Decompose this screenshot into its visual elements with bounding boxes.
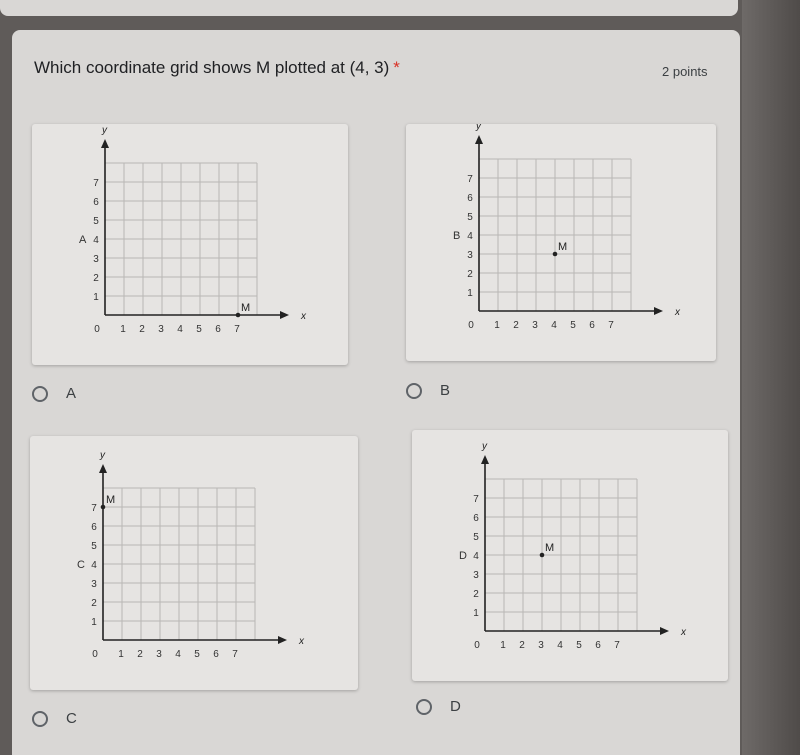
x-tick-label: 0 xyxy=(468,320,474,331)
radio-a[interactable] xyxy=(32,386,48,402)
y-tick-label: 3 xyxy=(473,570,479,581)
y-tick-label: 4 xyxy=(467,231,473,242)
x-tick-label: 7 xyxy=(614,640,620,651)
y-axis-arrow xyxy=(101,139,109,148)
y-tick-label: 7 xyxy=(93,178,99,189)
grid-letter: A xyxy=(79,234,87,246)
y-tick-label: 6 xyxy=(93,197,99,208)
x-tick-label: 6 xyxy=(213,649,219,660)
x-axis-arrow xyxy=(280,311,289,319)
y-tick-label: 1 xyxy=(473,608,479,619)
y-tick-label: 5 xyxy=(93,216,99,227)
y-tick-label: 2 xyxy=(91,598,97,609)
y-tick-label: 7 xyxy=(91,503,97,514)
x-tick-label: 5 xyxy=(196,324,202,335)
y-tick-label: 6 xyxy=(467,193,473,204)
question-title xyxy=(34,58,400,78)
point-m-label: M xyxy=(545,542,555,554)
y-axis-label: y xyxy=(102,125,107,136)
x-tick-label: 2 xyxy=(137,649,143,660)
x-axis-arrow xyxy=(654,307,663,315)
option-b[interactable] xyxy=(406,382,450,399)
x-axis-label: x xyxy=(681,627,686,638)
x-tick-label: 7 xyxy=(608,320,614,331)
y-tick-label: 4 xyxy=(473,551,479,562)
y-tick-label: 6 xyxy=(91,522,97,533)
y-tick-label: 3 xyxy=(91,579,97,590)
x-tick-label: 1 xyxy=(120,324,126,335)
x-axis-label: x xyxy=(299,636,304,647)
x-tick-label: 3 xyxy=(532,320,538,331)
coordinate-grid-b xyxy=(406,124,716,361)
option-b-image xyxy=(406,124,716,361)
x-tick-label: 3 xyxy=(158,324,164,335)
point-m xyxy=(101,505,106,510)
grid-letter: D xyxy=(459,550,467,562)
x-axis-label: x xyxy=(301,311,306,322)
point-m xyxy=(553,252,558,257)
x-tick-label: 4 xyxy=(551,320,557,331)
x-tick-label: 5 xyxy=(194,649,200,660)
y-axis-arrow xyxy=(481,455,489,464)
x-tick-label: 6 xyxy=(595,640,601,651)
x-tick-label: 1 xyxy=(500,640,506,651)
coordinate-grid-c xyxy=(30,436,358,690)
grid-letter: C xyxy=(77,559,85,571)
x-tick-label: 2 xyxy=(139,324,145,335)
x-tick-label: 3 xyxy=(538,640,544,651)
point-m xyxy=(540,553,545,558)
x-axis-arrow xyxy=(278,636,287,644)
option-b-label: B xyxy=(440,382,451,399)
y-tick-label: 2 xyxy=(467,269,473,280)
previous-card-edge xyxy=(0,0,738,16)
y-tick-label: 4 xyxy=(91,560,97,571)
x-axis-arrow xyxy=(660,627,669,635)
x-tick-label: 4 xyxy=(175,649,181,660)
question-text: Which coordinate grid shows M plotted at (4, 3) xyxy=(34,58,390,77)
y-tick-label: 1 xyxy=(91,617,97,628)
x-tick-label: 3 xyxy=(156,649,162,660)
y-tick-label: 3 xyxy=(93,254,99,265)
option-d-label: D xyxy=(450,698,461,715)
x-tick-label: 6 xyxy=(215,324,221,335)
x-tick-label: 7 xyxy=(234,324,240,335)
grid-letter: B xyxy=(453,230,461,242)
x-tick-label: 5 xyxy=(576,640,582,651)
y-tick-label: 7 xyxy=(473,494,479,505)
y-tick-label: 5 xyxy=(91,541,97,552)
radio-c[interactable] xyxy=(32,711,48,727)
y-tick-label: 4 xyxy=(93,235,99,246)
x-tick-label: 2 xyxy=(519,640,525,651)
x-tick-label: 4 xyxy=(177,324,183,335)
x-tick-label: 6 xyxy=(589,320,595,331)
x-tick-label: 0 xyxy=(92,649,98,660)
x-tick-label: 7 xyxy=(232,649,238,660)
x-tick-label: 1 xyxy=(118,649,124,660)
coordinate-grid-d xyxy=(412,430,728,681)
option-a-label: A xyxy=(66,385,77,402)
x-tick-label: 1 xyxy=(494,320,500,331)
y-axis-arrow xyxy=(475,135,483,144)
y-tick-label: 2 xyxy=(473,589,479,600)
y-tick-label: 1 xyxy=(93,292,99,303)
option-c[interactable] xyxy=(32,710,77,727)
point-m-label: M xyxy=(558,241,568,253)
point-m-label: M xyxy=(106,494,116,506)
scrollbar-area xyxy=(742,0,800,755)
y-tick-label: 5 xyxy=(473,532,479,543)
option-c-image xyxy=(30,436,358,690)
required-asterisk: * xyxy=(393,58,400,77)
x-tick-label: 0 xyxy=(94,324,100,335)
option-c-label: C xyxy=(66,710,77,727)
radio-b[interactable] xyxy=(406,383,422,399)
x-tick-label: 4 xyxy=(557,640,563,651)
y-tick-label: 1 xyxy=(467,288,473,299)
x-tick-label: 0 xyxy=(474,640,480,651)
option-d[interactable] xyxy=(416,698,461,715)
y-tick-label: 2 xyxy=(93,273,99,284)
option-a[interactable] xyxy=(32,385,76,402)
y-axis-label: y xyxy=(476,124,481,132)
point-m xyxy=(236,313,241,318)
y-tick-label: 5 xyxy=(467,212,473,223)
point-m-label: M xyxy=(241,302,251,314)
y-tick-label: 7 xyxy=(467,174,473,185)
y-tick-label: 6 xyxy=(473,513,479,524)
points-label: 2 points xyxy=(662,64,708,79)
option-a-image xyxy=(32,124,348,365)
x-axis-label: x xyxy=(675,307,680,318)
y-axis-arrow xyxy=(99,464,107,473)
y-axis-label: y xyxy=(482,441,487,452)
coordinate-grid-a xyxy=(32,124,348,365)
x-tick-label: 2 xyxy=(513,320,519,331)
question-card xyxy=(12,30,740,755)
x-tick-label: 5 xyxy=(570,320,576,331)
radio-d[interactable] xyxy=(416,699,432,715)
y-tick-label: 3 xyxy=(467,250,473,261)
option-d-image xyxy=(412,430,728,681)
y-axis-label: y xyxy=(100,450,105,461)
